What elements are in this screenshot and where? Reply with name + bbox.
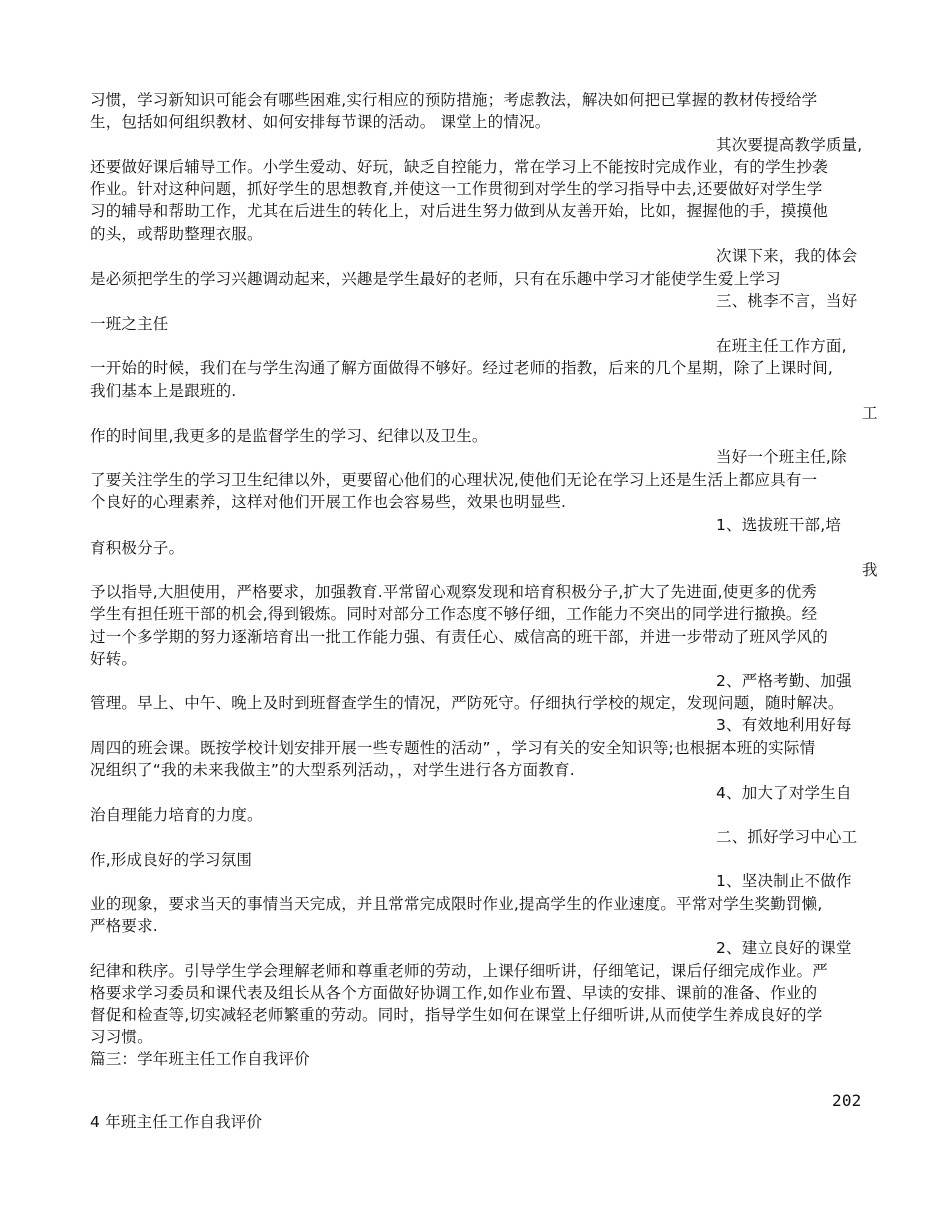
text-line: 习惯，学习新知识可能会有哪些困难,实行相应的预防措施；考虑教法，解决如何把已掌握的教材传授给学 [90, 91, 818, 109]
text-line: 是必须把学生的学习兴趣调动起来，兴趣是学生最好的老师，只有在乐趣中学习才能使学生爱上学习 [90, 270, 781, 288]
text-line: 4、加大了对学生自 [716, 784, 852, 802]
text-line: 在班主任工作方面, [716, 337, 847, 355]
text-line: 工 [862, 404, 878, 422]
text-line: 3、有效地利用好每 [716, 716, 852, 734]
section-title: 篇三：学年班主任工作自我评价 [90, 1050, 310, 1068]
text-line: 我们基本上是跟班的. [90, 382, 237, 400]
section-heading: 作,形成良好的学习氛围 [90, 851, 253, 869]
text-line: 次课下来，我的体会 [716, 247, 858, 265]
text-line: 二、抓好学习中心工 [716, 828, 858, 846]
text-line: 2、严格考勤、加强 [716, 672, 852, 690]
text-line: 习的辅导和帮助工作，尤其在后进生的转化上，对后进生努力做到从友善开始，比如，握握他的手，摸摸他 [90, 202, 828, 220]
text-line: 作业。针对这种问题，抓好学生的思想教育,并使这一工作贯彻到对学生的学习指导中去,还要做好对学生学 [90, 180, 823, 198]
text-line: 的头，或帮助整理衣服。 [90, 225, 263, 243]
text-line: 学生有担任班干部的机会,得到锻炼。同时对部分工作态度不够仔细，工作能力不突出的同学进行撤换。经 [90, 605, 818, 623]
text-line: 予以指导,大胆使用，严格要求，加强教育.平常留心观察发现和培育积极分子,扩大了先进面,使更多的优秀 [90, 583, 818, 601]
text-line: 1、坚决制止不做作 [716, 872, 852, 890]
text-line: 治自理能力培育的力度。 [90, 806, 263, 824]
text-line: 管理。早上、中午、晚上及时到班督查学生的情况，严防死守。仔细执行学校的规定，发现问题，随时解决。 [90, 694, 844, 712]
text-line: 纪律和秩序。引导学生学会理解老师和尊重老师的劳动，上课仔细听讲，仔细笔记，课后仔细完成作业。严 [90, 962, 828, 980]
text-line: 三、桃李不言，当好 [716, 292, 858, 310]
text-line: 还要做好课后辅导工作。小学生爱动、好玩，缺乏自控能力，常在学习上不能按时完成作业，有的学生抄袭 [90, 158, 828, 176]
text-line: 督促和检查等,切实减轻老师繁重的劳动。同时，指导学生如何在课堂上仔细听讲,从而使学生养成良好的学 [90, 1006, 823, 1024]
text-line: 了要关注学生的学习卫生纪律以外，更要留心他们的心理状况,使他们无论在学习上还是生活上都应具有一 [90, 471, 818, 489]
text-line: 格要求学习委员和课代表及组长从各个方面做好协调工作,如作业布置、早读的安排、课前的准备、作业的 [90, 984, 818, 1002]
text-line: 其次要提高教学质量, [716, 136, 863, 154]
text-line: 严格要求. [90, 917, 158, 935]
text-line: 作的时间里,我更多的是监督学生的学习、纪律以及卫生。 [90, 427, 488, 445]
text-line: 习习惯。 [90, 1028, 153, 1046]
section-heading: 一班之主任 [90, 315, 169, 333]
text-line: 我 [862, 561, 878, 579]
text-line: 生，包括如何组织教材、如何安排每节课的活动。 课堂上的情况。 [90, 113, 551, 131]
text-line: 周四的班会课。既按学校计划安排开展一些专题性的活动” ，学习有关的安全知识等;也根据本班的实际情 [90, 739, 816, 757]
year-fragment: 202 [832, 1091, 862, 1110]
text-line: 况组织了“我的未来我做主”的大型系列活动，，对学生进行各方面教育. [90, 761, 575, 779]
text-line: 过一个多学期的努力逐渐培育出一批工作能力强、有责任心、威信高的班干部，并进一步带动了班风学风的 [90, 628, 828, 646]
document-title: 4 年班主任工作自我评价 [90, 1113, 263, 1131]
text-line: 1、选拔班干部,培 [716, 516, 842, 534]
text-line: 一开始的时候，我们在与学生沟通了解方面做得不够好。经过老师的指教，后来的几个星期，除了上课时间, [90, 359, 834, 377]
text-line: 业的现象，要求当天的事情当天完成，并且常常完成限时作业,提高学生的作业速度。平常对学生奖勤罚懒, [90, 895, 823, 913]
text-line: 育积极分子。 [90, 539, 185, 557]
text-line: 2、建立良好的课堂 [716, 939, 852, 957]
text-line: 好转。 [90, 650, 138, 668]
text-line: 当好一个班主任,除 [716, 448, 847, 466]
text-line: 个良好的心理素养，这样对他们开展工作也会容易些，效果也明显些. [90, 493, 567, 511]
